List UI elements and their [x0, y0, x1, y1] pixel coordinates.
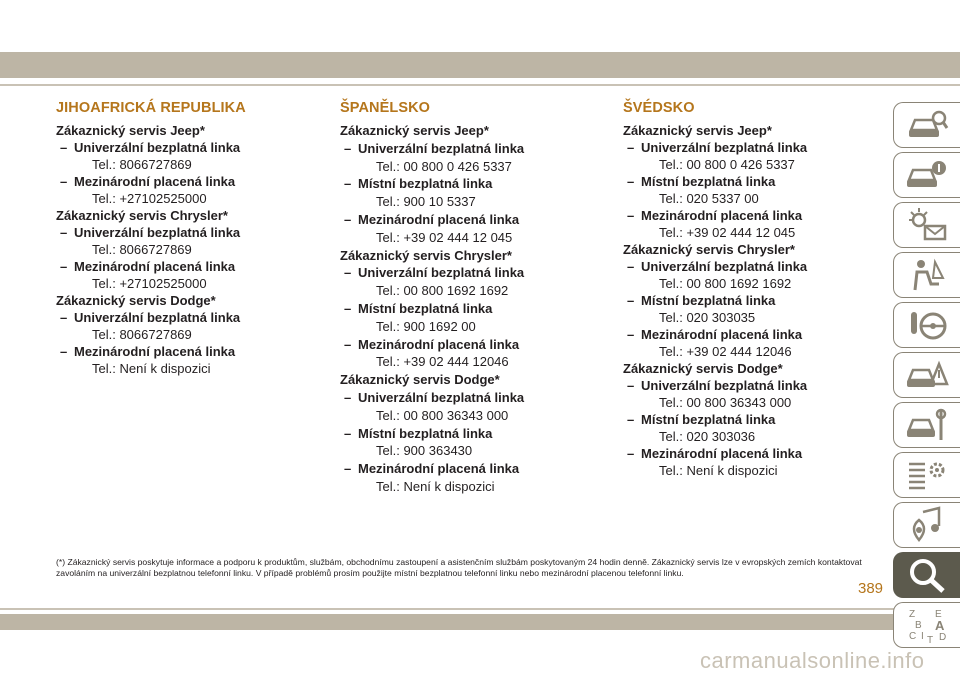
tab-getting-to-know[interactable]	[893, 102, 960, 148]
line-type-text: Univerzální bezplatná linka	[74, 140, 241, 155]
service-heading: Zákaznický servis Dodge*	[623, 361, 783, 376]
line-type-label	[56, 139, 326, 156]
top-divider	[0, 84, 960, 86]
service-heading: Zákaznický servis Chrysler*	[56, 208, 228, 223]
country-heading: ŠPANĚLSKO	[340, 100, 431, 116]
svg-text:E: E	[935, 609, 942, 620]
dash-bullet: –	[344, 211, 352, 227]
dash-bullet: –	[60, 259, 68, 274]
phone-number: Tel.: 00 800 36343 000	[659, 395, 792, 410]
phone-number: Tel.: +39 02 444 12046	[659, 344, 792, 359]
phone-number: Tel.: +39 02 444 12046	[376, 354, 509, 370]
dash-bullet: –	[344, 265, 352, 281]
car-maintenance-icon	[905, 406, 949, 444]
line-type-text: Místní bezplatná linka	[641, 412, 776, 427]
line-type-label	[623, 258, 893, 275]
line-type-label	[340, 460, 610, 478]
bottom-footer-band	[0, 614, 960, 630]
line-type-label	[56, 258, 326, 275]
bottom-divider	[0, 608, 960, 610]
dash-bullet: –	[627, 412, 635, 427]
line-type-text: Univerzální bezplatná linka	[358, 140, 525, 156]
svg-text:I: I	[921, 631, 924, 642]
dash-bullet: –	[60, 310, 68, 325]
dash-bullet: –	[60, 225, 68, 240]
dash-bullet: –	[344, 461, 352, 477]
line-type-text: Mezinárodní placená linka	[358, 336, 520, 352]
phone-number: Tel.: 8066727869	[92, 242, 192, 257]
page-number: 389	[858, 580, 884, 597]
line-type-label	[623, 445, 893, 462]
phone-number: Tel.: +39 02 444 12 045	[376, 229, 513, 245]
line-type-text: Univerzální bezplatná linka	[641, 140, 808, 155]
dash-bullet: –	[60, 140, 68, 155]
line-type-text: Mezinárodní placená linka	[641, 446, 803, 461]
dash-bullet: –	[627, 293, 635, 308]
service-heading: Zákaznický servis Dodge*	[56, 293, 216, 308]
service-heading: Zákaznický servis Chrysler*	[340, 247, 512, 263]
tab-customer-assistance[interactable]	[893, 552, 960, 598]
line-type-text: Mezinárodní placená linka	[74, 344, 236, 359]
svg-text:T: T	[927, 635, 934, 644]
line-type-text: Univerzální bezplatná linka	[74, 310, 241, 325]
line-type-label	[340, 389, 610, 407]
dash-bullet: –	[344, 425, 352, 441]
tab-warning-lights[interactable]	[893, 202, 960, 248]
line-type-label	[340, 336, 610, 354]
service-heading: Zákaznický servis Dodge*	[340, 372, 500, 388]
warning-lights-icon	[905, 206, 949, 244]
line-type-text: Místní bezplatná linka	[358, 300, 493, 316]
column-sweden	[623, 100, 893, 479]
multimedia-icon	[905, 506, 949, 544]
line-type-label	[56, 343, 326, 360]
line-type-text: Mezinárodní placená linka	[641, 327, 803, 342]
line-type-text: Místní bezplatná linka	[641, 174, 776, 189]
line-type-label	[340, 175, 610, 193]
line-type-text: Mezinárodní placená linka	[358, 461, 520, 477]
phone-number: Tel.: 900 10 5337	[376, 194, 476, 210]
line-type-label	[623, 292, 893, 309]
tab-servicing[interactable]	[893, 402, 960, 448]
line-type-text: Univerzální bezplatná linka	[74, 225, 241, 240]
line-type-text: Univerzální bezplatná linka	[641, 378, 808, 393]
steering-wheel-icon	[905, 306, 949, 344]
svg-text:D: D	[939, 632, 947, 643]
line-type-label	[56, 309, 326, 326]
svg-text:C: C	[909, 631, 917, 642]
car-search-icon	[905, 106, 949, 144]
service-heading: Zákaznický servis Jeep*	[623, 123, 772, 138]
phone-number: Tel.: 020 303036	[659, 429, 756, 444]
svg-text:Z: Z	[909, 609, 916, 620]
phone-number: Tel.: 020 5337 00	[659, 191, 759, 206]
dash-bullet: –	[627, 327, 635, 342]
line-type-text: Mezinárodní placená linka	[74, 259, 236, 274]
dash-bullet: –	[344, 336, 352, 352]
line-type-text: Univerzální bezplatná linka	[641, 259, 808, 274]
line-type-label	[56, 224, 326, 241]
tab-dashboard[interactable]	[893, 152, 960, 198]
dash-bullet: –	[627, 446, 635, 461]
dashboard-info-icon	[905, 156, 949, 194]
tab-multimedia[interactable]	[893, 502, 960, 548]
dash-bullet: –	[627, 140, 635, 155]
tab-starting-operating[interactable]	[893, 302, 960, 348]
line-type-text: Místní bezplatná linka	[358, 176, 493, 192]
line-type-label	[56, 173, 326, 190]
search-icon	[905, 556, 949, 594]
dash-bullet: –	[627, 174, 635, 189]
service-heading: Zákaznický servis Chrysler*	[623, 242, 795, 257]
phone-number: Tel.: +27102525000	[92, 191, 207, 206]
line-type-label	[623, 411, 893, 428]
phone-number: Tel.: 8066727869	[92, 157, 192, 172]
line-type-text: Místní bezplatná linka	[358, 425, 493, 441]
line-type-label	[623, 326, 893, 343]
watermark: carmanualsonline.info	[700, 648, 925, 673]
tab-emergency[interactable]	[893, 352, 960, 398]
svg-text:A: A	[935, 618, 945, 633]
line-type-text: Univerzální bezplatná linka	[358, 265, 525, 281]
line-type-text: Mezinárodní placená linka	[641, 208, 803, 223]
svg-text:B: B	[915, 620, 922, 631]
dash-bullet: –	[627, 208, 635, 223]
line-type-label	[340, 140, 610, 158]
phone-number: Tel.: 00 800 0 426 5337	[376, 158, 512, 174]
line-type-text: Mezinárodní placená linka	[358, 211, 520, 227]
line-type-label	[623, 139, 893, 156]
column-south-africa	[56, 100, 326, 377]
phone-number: Tel.: Není k dispozici	[659, 463, 778, 478]
footnote: (*) Zákaznický servis poskytuje informace a podporu k produktům, službám, obchodnímu zastoupení a asistenčním službám poskytovaným 24 hodin denně. Zákaznický servis lze v evropských zemích kontaktovat zavoláním na univerzální bezplatnou telefonní linku. V případě problémů prosím použijte místní bezplatnou telefonní linku nebo mezinárodní placenou telefonní linku.	[56, 557, 862, 578]
index-letters-icon	[905, 606, 949, 644]
service-heading: Zákaznický servis Jeep*	[56, 123, 205, 138]
line-type-text: Místní bezplatná linka	[641, 293, 776, 308]
line-type-text: Univerzální bezplatná linka	[358, 389, 525, 405]
tab-technical-specs[interactable]	[893, 452, 960, 498]
phone-number: Tel.: 900 363430	[376, 443, 473, 459]
tab-index[interactable]	[893, 602, 960, 648]
phone-number: Tel.: 8066727869	[92, 327, 192, 342]
phone-number: Tel.: 00 800 0 426 5337	[659, 157, 795, 172]
tab-safety[interactable]	[893, 252, 960, 298]
phone-number: Tel.: +27102525000	[92, 276, 207, 291]
dash-bullet: –	[344, 176, 352, 192]
phone-number: Tel.: 00 800 36343 000	[376, 407, 509, 423]
dash-bullet: –	[627, 259, 635, 274]
phone-number: Tel.: Není k dispozici	[376, 478, 495, 494]
line-type-label	[623, 377, 893, 394]
column-spain	[340, 100, 610, 496]
service-heading: Zákaznický servis Jeep*	[340, 123, 489, 138]
phone-number: Tel.: 00 800 1692 1692	[659, 276, 792, 291]
line-type-label	[340, 264, 610, 282]
phone-number: Tel.: +39 02 444 12 045	[659, 225, 796, 240]
line-type-label	[340, 300, 610, 318]
airbag-seat-icon	[905, 256, 949, 294]
car-breakdown-icon	[905, 356, 949, 394]
dash-bullet: –	[344, 140, 352, 156]
phone-number: Tel.: Není k dispozici	[92, 361, 211, 376]
country-heading: JIHOAFRICKÁ REPUBLIKA	[56, 100, 246, 116]
country-heading: ŠVÉDSKO	[623, 100, 695, 116]
phone-number: Tel.: 020 303035	[659, 310, 756, 325]
phone-number: Tel.: 00 800 1692 1692	[376, 283, 509, 299]
line-type-label	[623, 207, 893, 224]
dash-bullet: –	[344, 389, 352, 405]
chapter-tabs	[893, 102, 960, 652]
dash-bullet: –	[60, 174, 68, 189]
line-type-label	[623, 173, 893, 190]
specifications-gear-icon	[905, 456, 949, 494]
dash-bullet: –	[627, 378, 635, 393]
top-header-band	[0, 52, 960, 78]
line-type-label	[340, 425, 610, 443]
phone-number: Tel.: 900 1692 00	[376, 318, 476, 334]
line-type-label	[340, 211, 610, 229]
dash-bullet: –	[60, 344, 68, 359]
line-type-text: Mezinárodní placená linka	[74, 174, 236, 189]
dash-bullet: –	[344, 300, 352, 316]
